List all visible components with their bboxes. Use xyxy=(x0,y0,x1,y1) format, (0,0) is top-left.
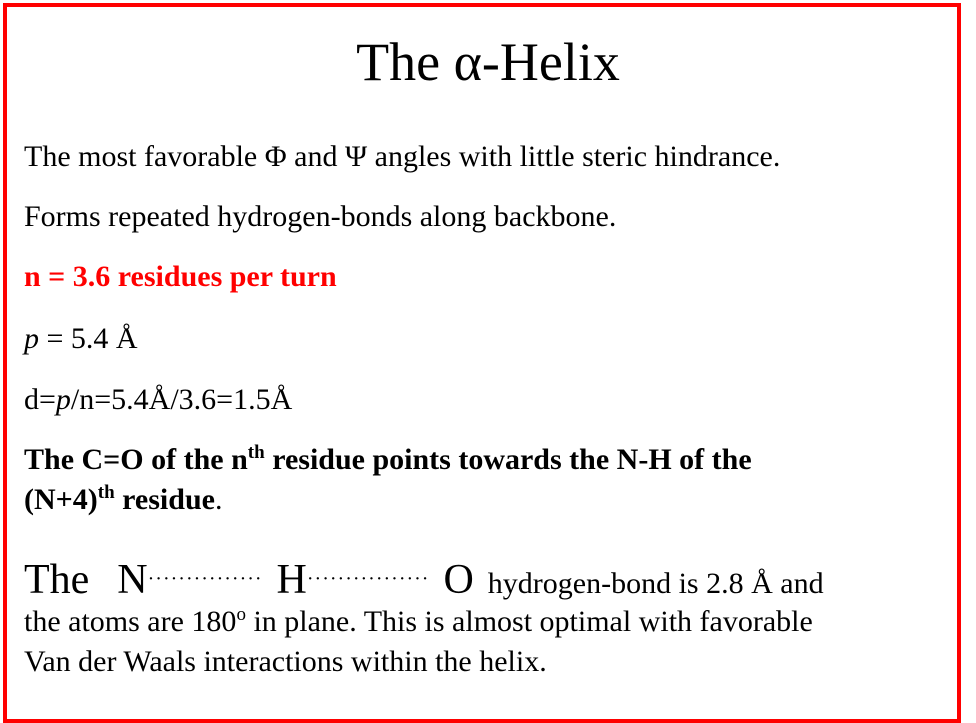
co-nh-part2: residue points towards the N-H of the xyxy=(264,443,752,476)
hbond-dots-1: ··············· xyxy=(147,568,263,590)
slide-title: The α-Helix xyxy=(356,32,620,92)
text-hbond-line3: Van der Waals interactions within the helix. xyxy=(24,645,547,678)
text-residues-per-turn: n = 3.6 residues per turn xyxy=(24,260,337,293)
rise-variable: p xyxy=(55,383,71,416)
text-hydrogen-bonds: Forms repeated hydrogen-bonds along backbone. xyxy=(24,200,617,233)
co-nh-part1: The C=O of the n xyxy=(24,443,248,476)
co-nh-sup1: th xyxy=(247,442,265,463)
co-nh-period: . xyxy=(214,483,223,516)
text-rise xyxy=(24,383,292,417)
text-co-nh-line1 xyxy=(24,443,752,477)
atom-h: H xyxy=(276,557,307,603)
degree-symbol: o xyxy=(236,604,246,625)
atom-o: O xyxy=(443,557,474,603)
atom-n: N xyxy=(117,557,148,603)
rise-value: /n=5.4Å/3.6=1.5Å xyxy=(70,383,293,416)
hbond-plane: in plane. This is almost optimal with favorable xyxy=(245,605,813,638)
co-nh-part4: residue xyxy=(114,483,215,516)
hbond-dots-2: ················ xyxy=(306,568,430,590)
text-co-nh-line2 xyxy=(24,483,222,517)
text-hbond-line1 xyxy=(24,556,824,604)
text-favorable-angles: The most favorable Φ and Ψ angles with little steric hindrance. xyxy=(24,140,781,173)
text-hbond-line2 xyxy=(24,605,813,639)
co-nh-sup2: th xyxy=(97,482,115,503)
co-nh-part3: (N+4) xyxy=(24,483,98,516)
pitch-value: = 5.4 Å xyxy=(39,322,138,355)
text-pitch xyxy=(24,322,138,356)
pitch-variable: p xyxy=(24,322,39,355)
rise-prefix: d= xyxy=(24,383,56,416)
hbond-angle: the atoms are 180 xyxy=(24,605,237,638)
hbond-the: The xyxy=(24,557,90,603)
hbond-length: hydrogen-bond is 2.8 Å and xyxy=(487,567,824,600)
